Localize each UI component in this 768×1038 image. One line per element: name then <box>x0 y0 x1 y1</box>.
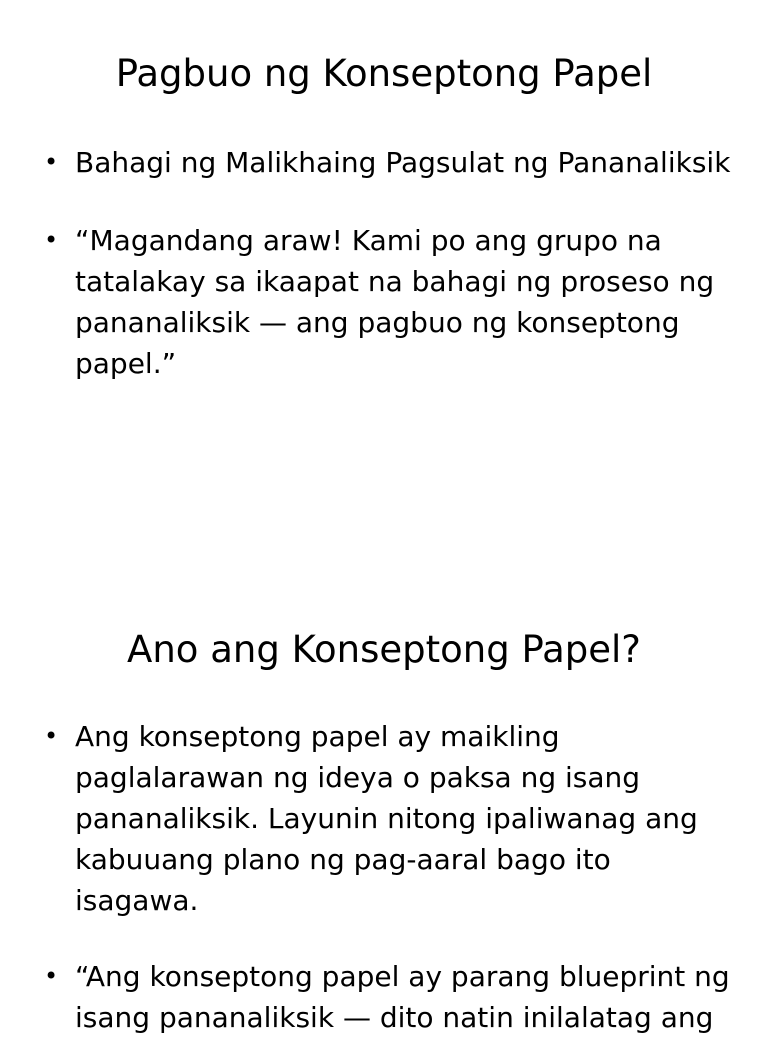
bullet-item <box>44 956 734 1038</box>
bullet-list <box>44 142 734 384</box>
bullet-icon: • <box>44 962 59 990</box>
slide-2 <box>0 576 768 1034</box>
bullet-icon: • <box>44 148 59 176</box>
slide-title: Ano ang Konseptong Papel? <box>127 628 641 671</box>
bullet-text: Ang konseptong papel ay maikling paglalarawan ng ideya o paksa ng isang pananaliksik. Layunin nitong ipaliwanag ang kabuuang plano ng pag-aaral bago ito isagawa. <box>75 720 698 917</box>
bullet-list <box>44 716 734 1038</box>
slide-title: Pagbuo ng Konseptong Papel <box>115 52 653 95</box>
bullet-item <box>44 220 734 384</box>
bullet-text: Bahagi ng Malikhaing Pagsulat ng Pananaliksik <box>75 146 731 179</box>
bullet-text: “Ang konseptong papel ay parang blueprint ng isang pananaliksik — dito natin inilalatag ang <box>75 960 730 1034</box>
bullet-icon: • <box>44 226 59 254</box>
bullet-icon: • <box>44 722 59 750</box>
bullet-item <box>44 142 734 183</box>
bullet-text: “Magandang araw! Kami po ang grupo na tatalakay sa ikaapat na bahagi ng proseso ng pananaliksik — ang pagbuo ng konseptong papel.” <box>75 224 715 380</box>
bullet-item <box>44 716 734 921</box>
